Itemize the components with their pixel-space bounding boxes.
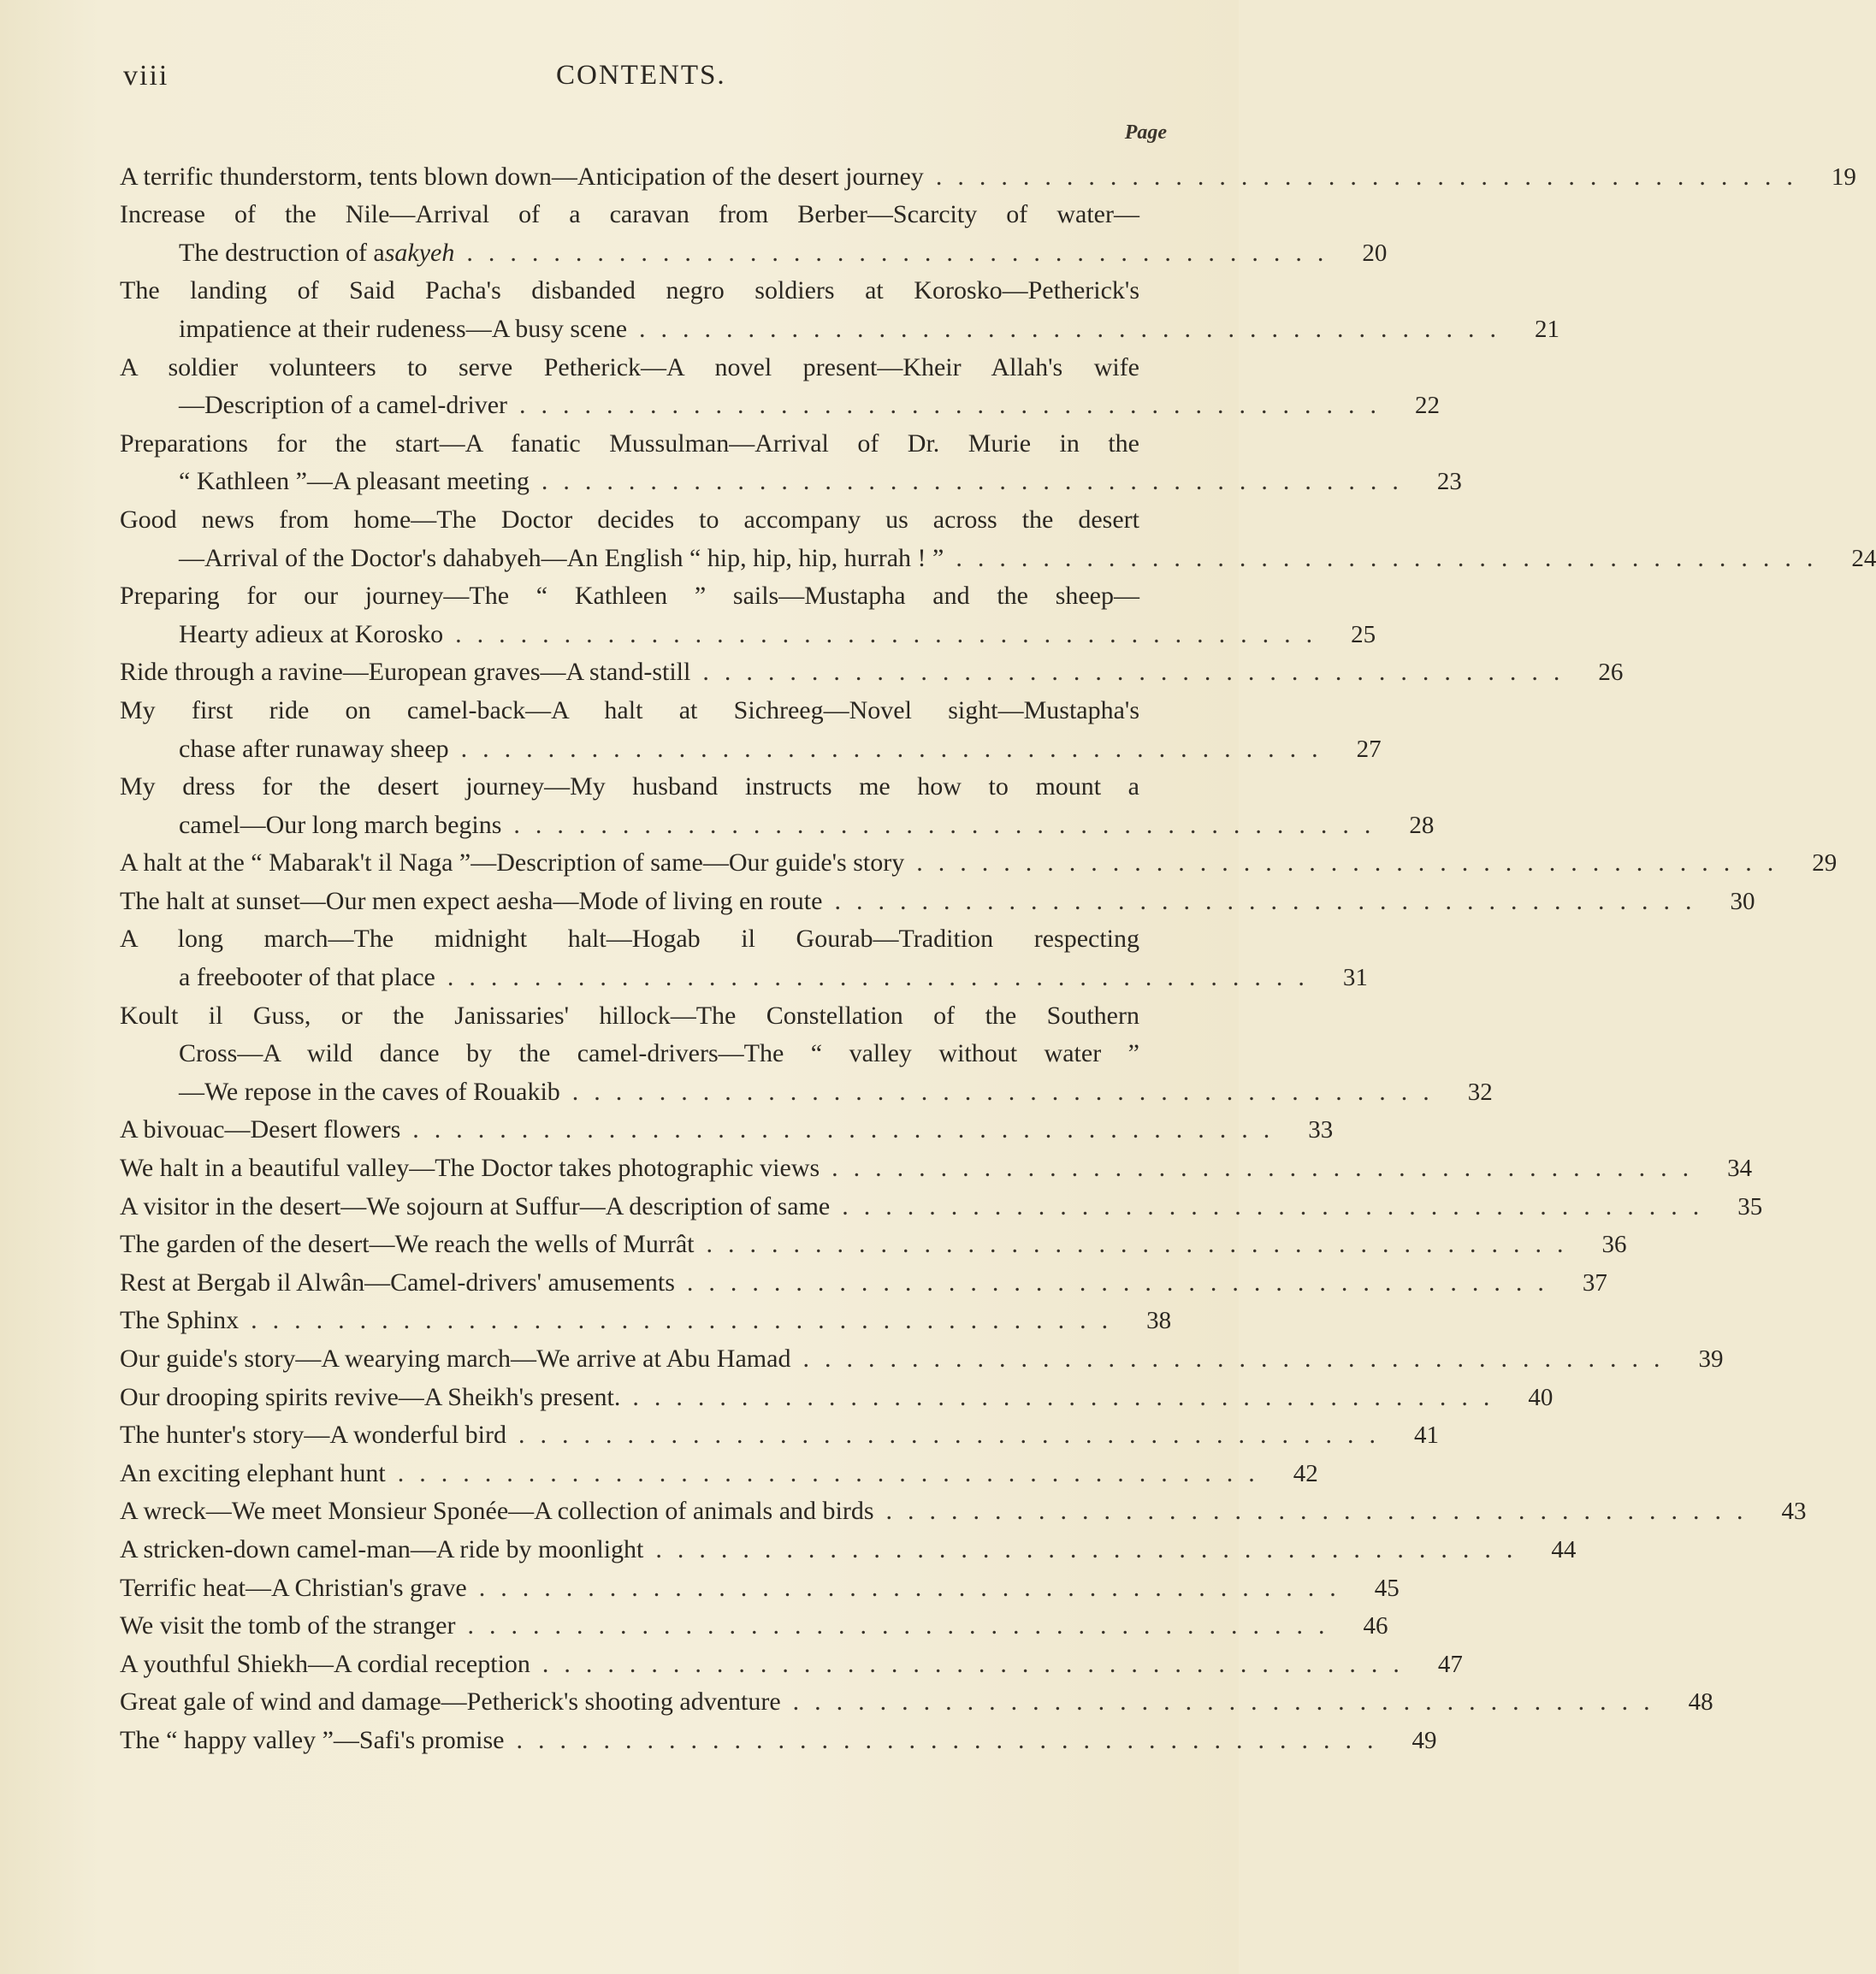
page-column-label: Page (1124, 121, 1167, 144)
toc-entry (120, 1680, 1713, 1718)
toc-line (120, 688, 1170, 726)
page-number-roman: viii (123, 60, 169, 92)
toc-line (120, 878, 1755, 917)
toc-page-number: 47 (1437, 1650, 1463, 1678)
toc-entry-text: Rest at Bergab il Alwân—Camel-drivers' amusements (120, 1268, 675, 1297)
dot-leader: ........................................ (792, 1687, 1666, 1717)
toc-entry-text: Our guide's story—A wearying march—We arrive at Abu Hamad (120, 1345, 791, 1373)
running-title: CONTENTS. (556, 60, 726, 91)
toc-entry-text: Good news from home—The Doctor decides to accompany us across the desert (120, 505, 1139, 534)
toc-line (120, 230, 1388, 269)
dot-leader: ........................................ (447, 963, 1320, 992)
toc-entry-italic-term: sakyeh (384, 238, 455, 267)
toc-page-number: 23 (1436, 468, 1462, 496)
toc-line (120, 993, 1170, 1031)
dot-leader: ........................................ (516, 1725, 1389, 1754)
toc-entry (120, 1184, 1763, 1222)
toc-line (120, 1336, 1724, 1374)
toc-line (120, 1260, 1607, 1298)
toc-line (120, 612, 1376, 650)
dot-leader: ........................................ (802, 1345, 1676, 1373)
toc-entry (120, 574, 1376, 650)
dot-leader: ........................................ (251, 1306, 1124, 1335)
dot-leader: ........................................ (639, 314, 1512, 343)
toc-entry (120, 154, 1856, 192)
toc-page-number: 44 (1551, 1535, 1577, 1563)
toc-entry-text: Great gale of wind and damage—Petherick's shooting adventure (120, 1687, 781, 1717)
dot-leader: ........................................ (519, 391, 1393, 420)
dot-leader: ........................................ (455, 619, 1329, 648)
toc-entry (120, 192, 1388, 269)
toc-page-number: 48 (1688, 1688, 1713, 1717)
toc-entry-text: —Description of a camel-driver (179, 391, 508, 420)
toc-page-number: 26 (1598, 659, 1624, 687)
dot-leader: ........................................ (916, 848, 1790, 878)
toc-entry-text: The destruction of a (179, 238, 385, 267)
toc-entry-text: Increase of the Nile—Arrival of a caravan from Berber—Scarcity of water— (120, 200, 1139, 229)
toc-entry (120, 1413, 1439, 1451)
toc-entry (120, 688, 1382, 764)
toc-entry-text: Hearty adieux at Korosko (179, 619, 444, 648)
toc-page-number: 42 (1293, 1459, 1318, 1487)
toc-page-number: 31 (1342, 964, 1368, 992)
toc-line (120, 306, 1560, 345)
toc-page-number: 46 (1363, 1612, 1388, 1640)
toc-entry-text: A stricken-down camel-man—A ride by moonlight (120, 1534, 644, 1563)
dot-leader: ........................................ (831, 1154, 1705, 1183)
toc-line (120, 1108, 1334, 1146)
page-header (120, 60, 1146, 103)
toc-entry (120, 1641, 1463, 1680)
toc-entry (120, 1527, 1577, 1565)
toc-entry-text: Cross—A wild dance by the camel-drivers—The “ valley without water ” (179, 1039, 1139, 1068)
toc-entry (120, 1108, 1334, 1146)
toc-entry-text: The landing of Said Pacha's disbanded negro soldiers at Korosko—Petherick's (120, 276, 1139, 305)
dot-leader: ........................................ (541, 467, 1414, 496)
toc-page-number: 28 (1409, 811, 1435, 839)
toc-entry (120, 421, 1462, 497)
dot-leader: ........................................ (655, 1534, 1529, 1563)
toc-line (120, 1374, 1553, 1413)
toc-page-number: 43 (1781, 1498, 1807, 1526)
toc-entry (120, 765, 1435, 841)
toc-entry-text: The garden of the desert—We reach the wells of Murrât (120, 1230, 695, 1259)
toc-page-number: 19 (1831, 163, 1856, 191)
toc-line (120, 650, 1624, 689)
toc-line (120, 1680, 1713, 1718)
toc-entry (120, 1298, 1170, 1337)
toc-line (120, 1641, 1463, 1680)
toc-entry (120, 993, 1493, 1108)
toc-line (120, 1489, 1807, 1528)
toc-entry (120, 1451, 1318, 1489)
toc-line (120, 459, 1462, 498)
dot-leader: ........................................ (466, 238, 1340, 267)
dot-leader: ........................................ (412, 1115, 1286, 1144)
toc-page-number: 33 (1308, 1116, 1334, 1144)
toc-entry-text: We visit the tomb of the stranger (120, 1611, 456, 1640)
toc-entry (120, 1565, 1400, 1604)
toc-page-number: 49 (1411, 1726, 1437, 1754)
toc-line (120, 192, 1170, 231)
toc-line (120, 421, 1170, 459)
toc-entry-text: The hunter's story—A wonderful bird (120, 1421, 506, 1450)
toc-line (120, 497, 1170, 535)
toc-page-number: 29 (1812, 849, 1838, 878)
toc-line (120, 1527, 1577, 1565)
toc-entry-text: A soldier volunteers to serve Petherick—A novel present—Kheir Allah's wife (120, 352, 1139, 381)
toc-entry-text: chase after runaway sheep (179, 734, 449, 763)
toc-entry-text: The Sphinx (120, 1306, 240, 1335)
table-of-contents (120, 154, 1876, 1756)
toc-entry-text: A long march—The midnight halt—Hogab il Gourab—Tradition respecting (120, 925, 1139, 954)
toc-line (120, 1604, 1388, 1642)
dot-leader: ........................................ (956, 543, 1829, 572)
toc-line (120, 726, 1382, 765)
toc-line (120, 765, 1170, 803)
toc-entry-text: The “ happy valley ”—Safi's promise (120, 1725, 505, 1754)
toc-entry (120, 1260, 1607, 1298)
toc-line (120, 802, 1435, 841)
toc-entry-text: A visitor in the desert—We sojourn at Suffur—A description of same (120, 1191, 831, 1220)
toc-entry (120, 1489, 1807, 1528)
toc-page-number: 22 (1415, 392, 1441, 420)
toc-line (120, 1451, 1318, 1489)
toc-line (120, 1565, 1400, 1604)
toc-entry-text: Koult il Guss, or the Janissaries' hillock—The Constellation of the Southern (120, 1001, 1139, 1030)
toc-line (120, 1222, 1627, 1261)
toc-entry (120, 917, 1368, 993)
toc-line (120, 954, 1368, 993)
dot-leader: ........................................ (397, 1458, 1270, 1487)
dot-leader: ........................................ (686, 1268, 1559, 1297)
toc-page-number: 34 (1727, 1155, 1753, 1183)
toc-page-number: 39 (1698, 1345, 1724, 1373)
toc-entry-text: A youthful Shiekh—A cordial reception (120, 1649, 530, 1678)
toc-entry-text: Preparations for the start—A fanatic Mussulman—Arrival of Dr. Murie in the (120, 428, 1139, 458)
toc-page-number: 41 (1414, 1421, 1439, 1450)
toc-entry (120, 1336, 1724, 1374)
toc-line (120, 574, 1170, 612)
toc-line (120, 269, 1170, 307)
dot-leader: ........................................ (935, 162, 1808, 191)
toc-page-number: 20 (1362, 239, 1388, 267)
toc-entry-text: —We repose in the caves of Rouakib (179, 1077, 560, 1106)
dot-leader: ........................................ (702, 658, 1576, 687)
toc-page-number: 30 (1730, 887, 1755, 915)
toc-page-number: 45 (1374, 1574, 1400, 1602)
toc-entry-text: impatience at their rudeness—A busy scene (179, 314, 628, 343)
toc-line (120, 1069, 1493, 1108)
toc-entry (120, 650, 1624, 689)
toc-line (120, 1184, 1763, 1222)
toc-entry-text: Preparing for our journey—The “ Kathleen ” sails—Mustapha and the sheep— (120, 582, 1139, 611)
dot-leader: ........................................ (518, 1421, 1391, 1450)
toc-page-number: 32 (1467, 1078, 1493, 1106)
toc-page-number: 37 (1582, 1268, 1607, 1297)
toc-line (120, 1031, 1170, 1070)
toc-page-number: 21 (1535, 315, 1560, 343)
dot-leader: ........................................ (834, 886, 1707, 915)
toc-line (120, 1145, 1753, 1184)
dot-leader: ........................................ (842, 1191, 1715, 1220)
toc-page-number: 24 (1851, 544, 1876, 572)
toc-entry (120, 878, 1755, 917)
toc-line (120, 1298, 1170, 1337)
toc-page-number: 38 (1146, 1307, 1172, 1335)
toc-entry-text: —Arrival of the Doctor's dahabyeh—An English “ hip, hip, hip, hurrah ! ” (179, 543, 944, 572)
dot-leader: ........................................ (706, 1230, 1579, 1259)
toc-entry (120, 345, 1441, 421)
toc-page-number: 25 (1351, 620, 1376, 648)
dot-leader: ........................................ (541, 1649, 1415, 1678)
toc-line (120, 535, 1876, 574)
toc-entry-text: “ Kathleen ”—A pleasant meeting (179, 467, 530, 496)
toc-line (120, 154, 1856, 192)
toc-entry-text: Terrific heat—A Christian's grave (120, 1573, 467, 1602)
toc-entry-text: A bivouac—Desert flowers (120, 1115, 401, 1144)
toc-entry (120, 1374, 1553, 1413)
toc-line (120, 383, 1441, 422)
toc-entry-text: Ride through a ravine—European graves—A stand-still (120, 658, 691, 687)
toc-entry (120, 1145, 1753, 1184)
toc-line (120, 917, 1170, 955)
dot-leader: ........................................ (571, 1077, 1445, 1106)
toc-entry (120, 269, 1560, 345)
toc-entry-text: camel—Our long march begins (179, 810, 502, 839)
toc-entry (120, 497, 1876, 573)
toc-entry (120, 1604, 1388, 1642)
dot-leader: ........................................ (478, 1573, 1352, 1602)
toc-page-number: 27 (1356, 735, 1382, 763)
toc-line (120, 345, 1170, 383)
toc-entry-text: My first ride on camel-back—A halt at Sichreeg—Novel sight—Mustapha's (120, 695, 1139, 724)
dot-leader: ........................................ (885, 1497, 1759, 1526)
toc-entry-text: The halt at sunset—Our men expect aesha—Mode of living en route (120, 886, 823, 915)
toc-entry-text: An exciting elephant hunt (120, 1458, 386, 1487)
dot-leader: ........................................ (467, 1611, 1340, 1640)
toc-line (120, 1413, 1439, 1451)
dot-leader: ........................................ (632, 1382, 1506, 1411)
toc-line (120, 841, 1838, 879)
toc-entry-text: A halt at the “ Mabarak't il Naga ”—Description of same—Our guide's story (120, 848, 905, 878)
toc-entry (120, 1717, 1437, 1756)
toc-entry (120, 841, 1838, 879)
toc-entry-text: a freebooter of that place (179, 963, 435, 992)
toc-entry-text: Our drooping spirits revive—A Sheikh's present. (120, 1382, 621, 1411)
dot-leader: ........................................ (513, 810, 1387, 839)
toc-entry (120, 1222, 1627, 1261)
toc-entry-text: A wreck—We meet Monsieur Sponée—A collection of animals and birds (120, 1497, 874, 1526)
toc-page-number: 36 (1601, 1231, 1627, 1259)
toc-entry-text: My dress for the desert journey—My husband instructs me how to mount a (120, 772, 1139, 801)
dot-leader: ........................................ (460, 734, 1334, 763)
toc-line (120, 1717, 1437, 1756)
toc-entry-text: We halt in a beautiful valley—The Doctor takes photographic views (120, 1154, 820, 1183)
toc-page-number: 35 (1737, 1192, 1763, 1220)
toc-page-number: 40 (1528, 1383, 1553, 1411)
toc-entry-text: A terrific thunderstorm, tents blown down—Anticipation of the desert journey (120, 162, 924, 191)
